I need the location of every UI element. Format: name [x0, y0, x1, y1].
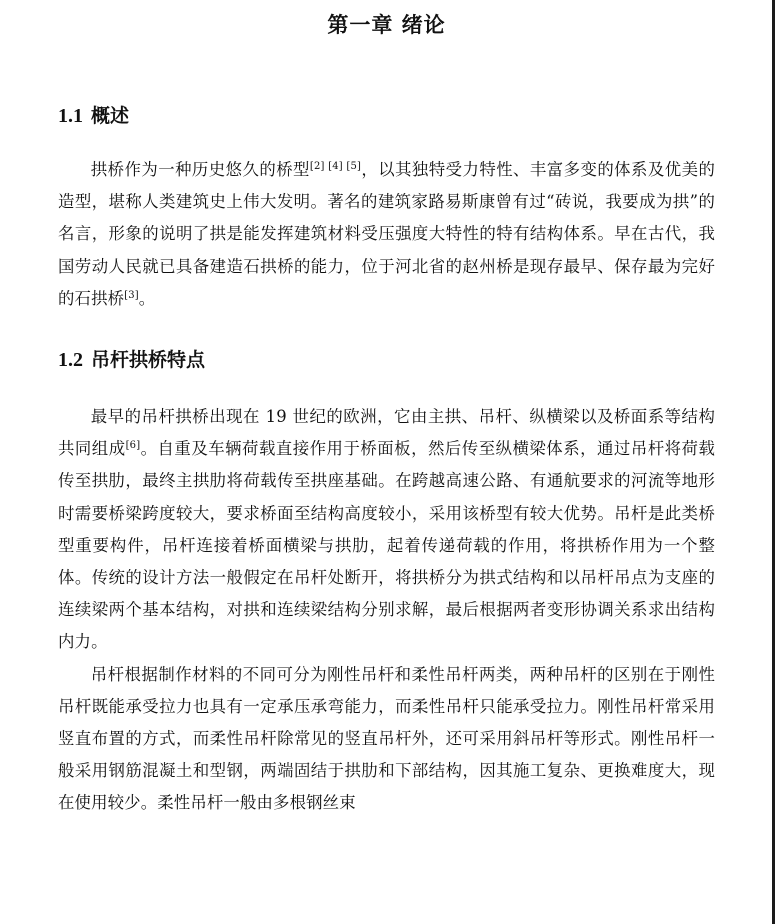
section-heading-1-2	[58, 345, 715, 375]
page-edge-line	[772, 0, 775, 924]
paragraph-text: ，以其独特受力特性、丰富多变的体系及优美的造型，堪称人类建筑史上伟大发明。著名的建筑家路易斯康曾有过“砖说，我要成为拱”的名言，形象的说明了拱是能发挥建筑材料受压强度大特性的特有结构体系。早在古代，我国劳动人民就已具备建造石拱桥的能力，位于河北省的赵州桥是现存最早、保存最为完好的石拱桥	[58, 160, 715, 308]
citation-ref: [6]	[125, 440, 141, 452]
paragraph-text: 最早的吊杆拱桥出现在 19 世纪的欧洲，它由主拱、吊杆、纵横梁以及桥面系等结构共同组成	[58, 407, 715, 459]
section-heading-1-1	[58, 101, 715, 131]
section-number: 1.2	[58, 349, 83, 372]
paragraph-text: 。自重及车辆荷载直接作用于桥面板，然后传至纵横梁体系，通过吊杆将荷载传至拱肋，最终主拱肋将荷载传至拱座基础。在跨越高速公路、有通航要求的河流等地形时需要桥梁跨度较大，要求桥面至结构高度较小，采用该桥型有较大优势。吊杆是此类桥型重要构件，吊杆连接着桥面横梁与拱肋，起着传递荷载的作用，将拱桥作用为一个整体。传统的设计方法一般假定在吊杆处断开，将拱桥分为拱式结构和以吊杆吊点为支座的连续梁两个基本结构，对拱和连续梁结构分别求解，最后根据两者变形协调关系求出结构内力。	[58, 439, 715, 652]
citation-ref: [3]	[124, 289, 139, 301]
citation-ref: [2] [4] [5]	[309, 161, 362, 172]
chapter-title: 第一章 绪论	[327, 13, 446, 37]
paragraph	[58, 154, 715, 315]
section-number: 1.1	[58, 105, 83, 127]
paragraph-text: 。	[138, 288, 156, 308]
paragraph-text: 拱桥作为一种历史悠久的桥型	[90, 160, 310, 179]
section-title-text: 吊杆拱桥特点	[91, 349, 206, 372]
section-title-text: 概述	[91, 105, 130, 127]
paragraph-text: 吊杆根据制作材料的不同可分为刚性吊杆和柔性吊杆两类，两种吊杆的区别在于刚性吊杆既能承受拉力也具有一定承压承弯能力，而柔性吊杆只能承受拉力。刚性吊杆常采用竖直布置的方式，而柔性吊杆除常见的竖直吊杆外，还可采用斜吊杆等形式。刚性吊杆一般采用钢筋混凝土和型钢，两端固结于拱肋和下部结构，因其施工复杂、更换难度大，现在使用较少。柔性吊杆一般由多根钢丝束	[58, 664, 715, 813]
paragraph	[58, 659, 715, 820]
paragraph	[58, 401, 715, 659]
